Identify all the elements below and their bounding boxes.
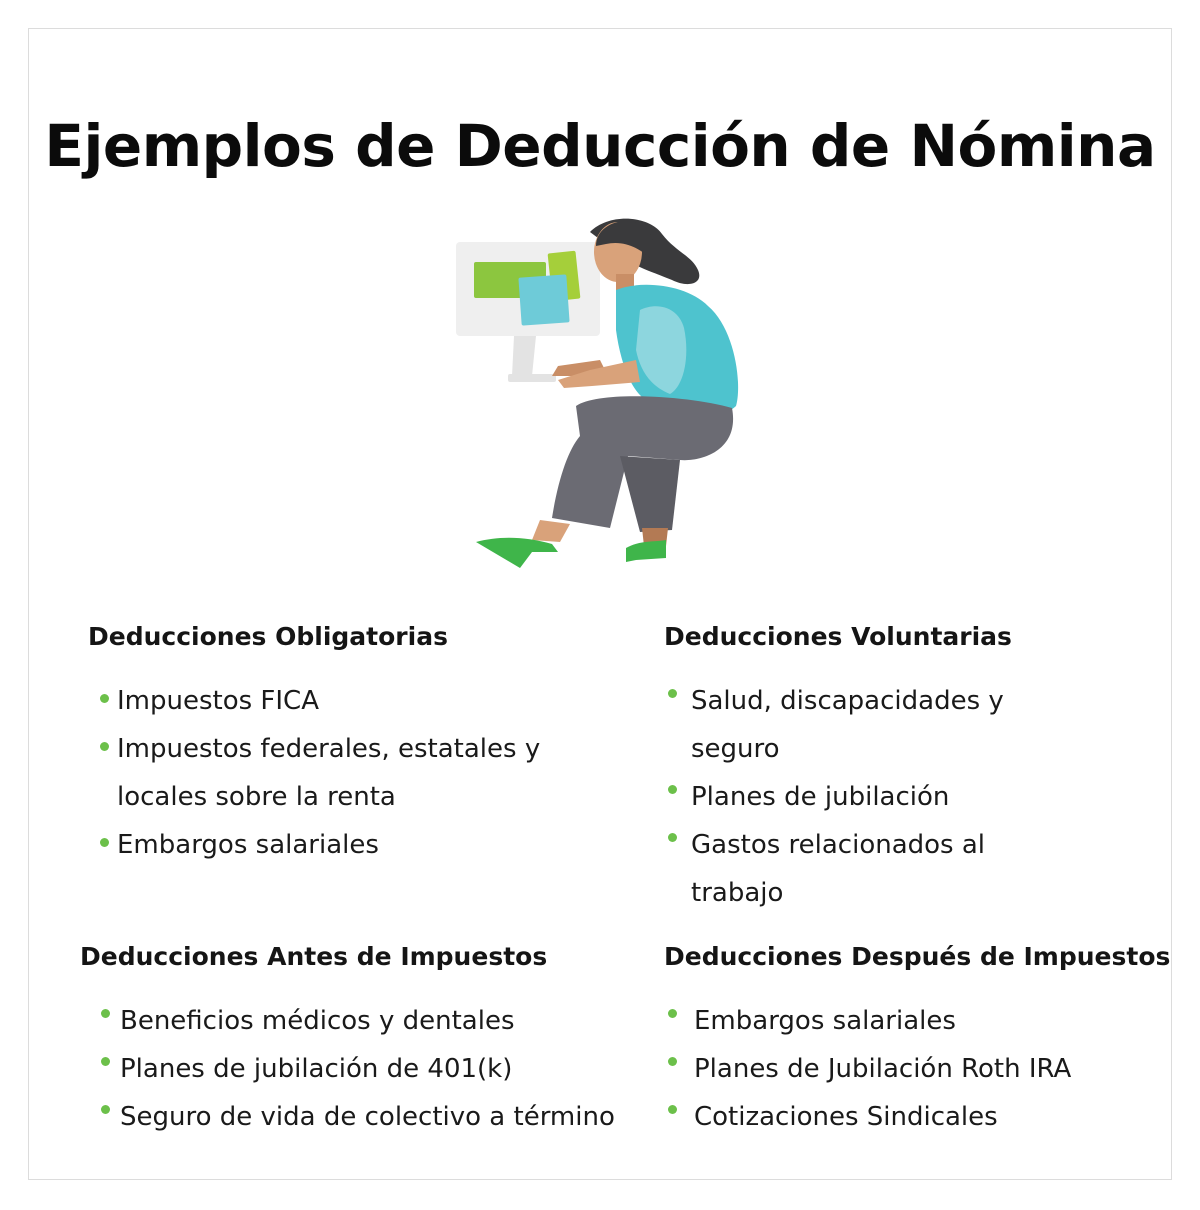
bullet-icon xyxy=(668,689,677,698)
bullet-icon xyxy=(101,1105,110,1114)
list-item: Beneficios médicos y dentales xyxy=(80,997,640,1045)
section-voluntary-deductions xyxy=(664,622,1024,917)
list-item: Planes de jubilación xyxy=(664,773,1024,821)
list-item: Salud, discapacidades y seguro xyxy=(664,677,1024,773)
bullet-icon xyxy=(668,1009,677,1018)
bullet-icon xyxy=(668,1057,677,1066)
bullet-icon xyxy=(100,838,109,847)
section-heading: Deducciones Voluntarias xyxy=(664,622,1012,651)
section-pre-tax-deductions xyxy=(80,942,640,1141)
bullet-icon xyxy=(668,785,677,794)
deduction-list xyxy=(80,997,640,1141)
section-post-tax-deductions xyxy=(664,942,1184,1141)
list-item: Gastos relacionados al trabajo xyxy=(664,821,1024,917)
page-title: Ejemplos de Deducción de Nómina xyxy=(44,112,1156,180)
list-item: Impuestos federales, estatales y locales sobre la renta xyxy=(88,725,588,821)
list-item: Cotizaciones Sindicales xyxy=(664,1093,1184,1141)
bullet-icon xyxy=(100,742,109,751)
section-mandatory-deductions xyxy=(88,622,588,869)
bullet-icon xyxy=(668,833,677,842)
bullet-icon xyxy=(100,694,109,703)
list-item: Planes de Jubilación Roth IRA xyxy=(664,1045,1184,1093)
section-heading: Deducciones Después de Impuestos xyxy=(664,942,1171,971)
section-heading: Deducciones Antes de Impuestos xyxy=(80,942,548,971)
list-item: Embargos salariales xyxy=(88,821,588,869)
bullet-icon xyxy=(101,1009,110,1018)
list-item: Planes de jubilación de 401(k) xyxy=(80,1045,640,1093)
deduction-list xyxy=(664,997,1184,1141)
bullet-icon xyxy=(668,1105,677,1114)
list-item: Embargos salariales xyxy=(664,997,1184,1045)
section-heading: Deducciones Obligatorias xyxy=(88,622,448,651)
list-item: Impuestos FICA xyxy=(88,677,588,725)
deduction-list xyxy=(88,677,588,869)
woman-at-computer-illustration xyxy=(440,210,760,580)
bullet-icon xyxy=(101,1057,110,1066)
list-item: Seguro de vida de colectivo a término xyxy=(80,1093,640,1141)
deduction-list xyxy=(664,677,1024,917)
